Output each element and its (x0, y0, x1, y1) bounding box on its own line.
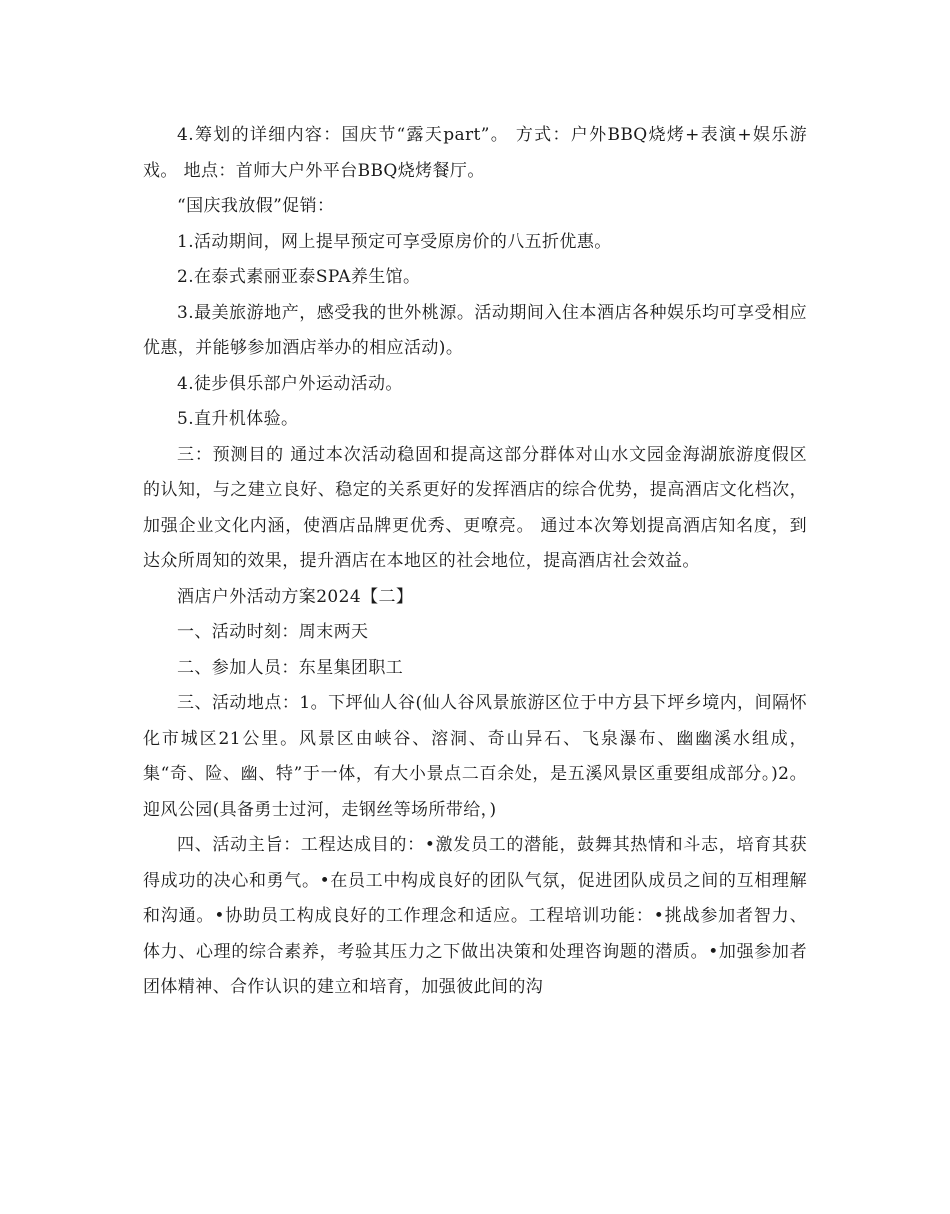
paragraph-activity-purpose: 四、活动主旨：工程达成目的：•激发员工的潜能，鼓舞其热情和斗志，培育其获得成功的决心和勇气。•在员工中构成良好的团队气氛，促进团队成员之间的互相理解和沟通。•协助员工构成良好的工作理念和适应。工程培训功能：•挑战参加者智力、体力、心理的综合素养，考验其压力之下做出决策和处理咨询题的潜质。•加强参加者团体精神、合作认识的建立和培育，加强彼此间的沟 (143, 835, 807, 997)
paragraph-promo-item-2: 2.在泰式素丽亚泰SPA养生馆。 (177, 267, 421, 287)
paragraph-participants: 二、参加人员：东星集团职工 (177, 657, 404, 678)
document-body (143, 118, 807, 1006)
paragraph-activity-location: 三、活动地点：1。下坪仙人谷(仙人谷风景旅游区位于中方县下坪乡境内，间隔怀化市城区21公里。风景区由峡谷、溶洞、奇山异石、飞泉瀑布、幽幽溪水组成，集“奇、险、幽、特”于一体，有大小景点二百余处，是五溪风景区重要组成部分。)2。迎风公园(具备勇士过河，走钢丝等场所带给，) (143, 693, 807, 820)
paragraph-promo-item-5: 5.直升机体验。 (177, 409, 299, 429)
paragraph-expected-goals: 三：预测目的 通过本次活动稳固和提高这部分群体对山水文园金海湖旅游度假区的认知，与之建立良好、稳定的关系更好的发挥酒店的综合优势，提高酒店文化档次，加强企业文化内涵，使酒店品牌更优秀、更嘹亮。 通过本次筹划提高酒店知名度，到达众所周知的效果，提升酒店在本地区的社会地位，提高酒店社会效益。 (143, 444, 807, 571)
paragraph-activity-time: 一、活动时刻：周末两天 (177, 622, 369, 642)
paragraph-promo-title: “国庆我放假”促销： (177, 196, 335, 216)
section-heading-plan-two: 酒店户外活动方案2024【二】 (177, 586, 414, 607)
paragraph-promo-item-4: 4.徒步俱乐部户外运动活动。 (177, 373, 403, 394)
paragraph-promo-item-1: 1.活动期间，网上提早预定可享受原房价的八五折优惠。 (177, 231, 612, 252)
paragraph-plan-details: 4.筹划的详细内容：国庆节“露天part”。 方式：户外BBQ烧烤+表演+娱乐游戏。 地点：首师大户外平台BBQ烧烤餐厅。 (143, 125, 807, 181)
paragraph-promo-item-3: 3.最美旅游地产，感受我的世外桃源。活动期间入住本酒店各种娱乐均可享受相应优惠，并能够参加酒店举办的相应活动)。 (143, 302, 807, 358)
